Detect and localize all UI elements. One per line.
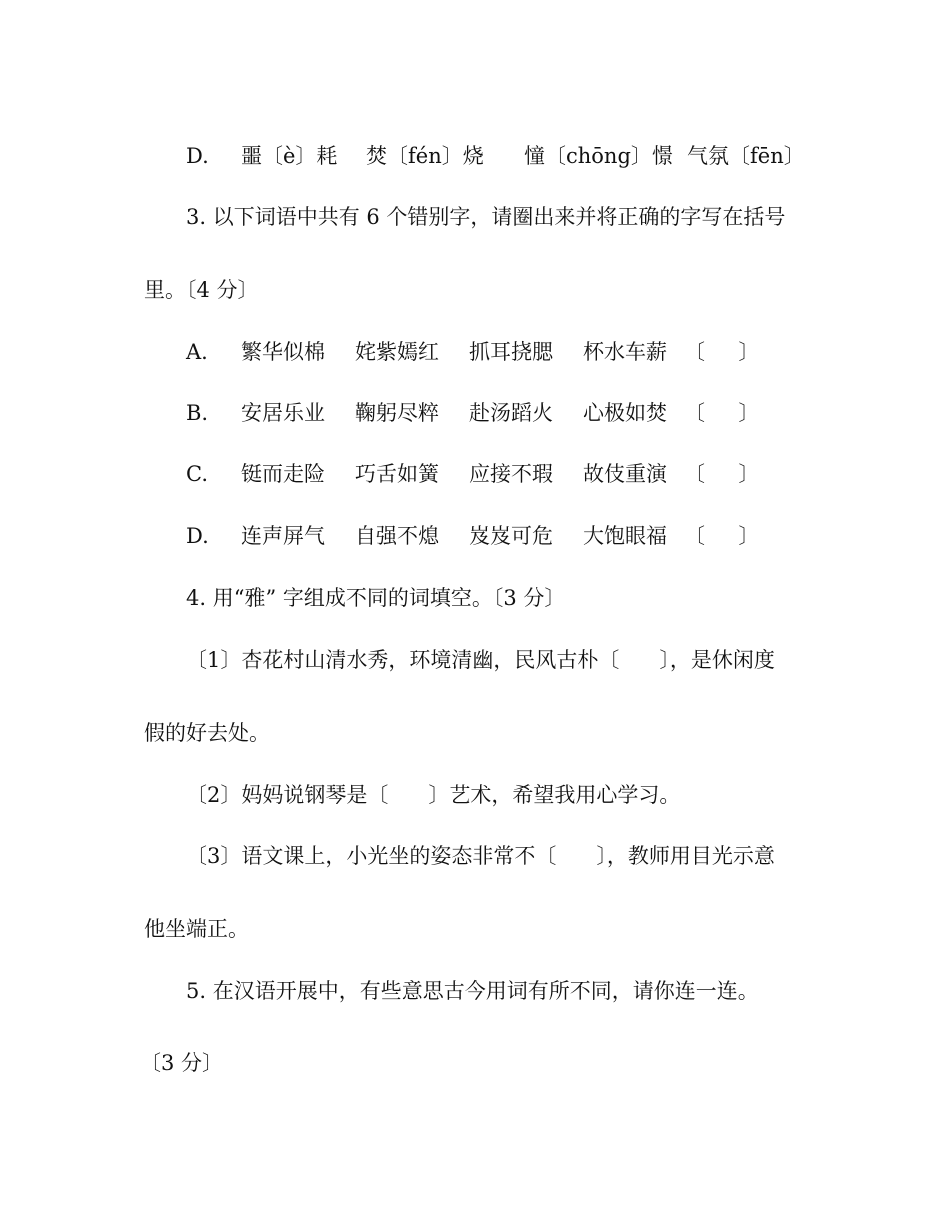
- question-4-item-3-continued: 他坐端正。: [144, 917, 249, 941]
- idiom: 安居乐业: [241, 401, 325, 425]
- answer-blank: 〔 〕: [684, 462, 760, 486]
- idiom: 自强不熄: [355, 524, 439, 548]
- idiom: 大饱眼福: [583, 524, 667, 548]
- question-5-stem: 5. 在汉语开展中，有些意思古今用词有所不同，请你连一连。: [186, 979, 759, 1003]
- q2-option-d: [186, 142, 826, 170]
- answer-blank: 〔 〕: [684, 524, 760, 548]
- pinyin-word: 噩〔è〕耗: [241, 144, 338, 168]
- q3-option-d: [186, 522, 786, 550]
- pinyin-word: 气氛〔fēn〕: [687, 144, 805, 168]
- idiom: 岌岌可危: [469, 524, 553, 548]
- option-letter: D.: [186, 524, 209, 548]
- idiom: 赴汤蹈火: [469, 401, 553, 425]
- idiom: 巧舌如簧: [355, 462, 439, 486]
- question-4-item-1-continued: 假的好去处。: [144, 721, 270, 745]
- idiom: 杯水车薪: [583, 340, 667, 364]
- idiom: 繁华似棉: [241, 340, 325, 364]
- question-4-item-1: 〔1〕杏花村山清水秀，环境清幽，民风古朴〔 〕，是休闲度: [186, 648, 775, 672]
- pinyin-word: 憧〔chōng〕憬: [524, 144, 673, 168]
- idiom: 心极如焚: [583, 401, 667, 425]
- idiom: 铤而走险: [241, 462, 325, 486]
- option-letter: A.: [186, 340, 208, 364]
- idiom: 姹紫嫣红: [355, 340, 439, 364]
- idiom: 鞠躬尽粹: [355, 401, 439, 425]
- q3-option-a: [186, 338, 786, 366]
- q3-option-c: [186, 460, 786, 488]
- q3-option-b: [186, 399, 786, 427]
- question-4-stem: 4. 用“雅” 字组成不同的词填空。〔3 分〕: [186, 586, 566, 610]
- idiom: 抓耳挠腮: [469, 340, 553, 364]
- idiom: 连声屏气: [241, 524, 325, 548]
- option-letter: D.: [186, 144, 209, 168]
- question-4-item-2: 〔2〕妈妈说钢琴是〔 〕艺术，希望我用心学习。: [186, 783, 681, 807]
- option-letter: C.: [186, 462, 208, 486]
- question-5-stem-continued: 〔3 分〕: [140, 1051, 224, 1075]
- answer-blank: 〔 〕: [684, 401, 760, 425]
- option-letter: B.: [186, 401, 209, 425]
- idiom: 应接不瑕: [469, 462, 553, 486]
- question-3-stem-continued: 里。〔4 分〕: [144, 278, 259, 302]
- idiom: 故伎重演: [583, 462, 667, 486]
- question-4-item-3: 〔3〕语文课上，小光坐的姿态非常不〔 〕，教师用目光示意: [186, 844, 775, 868]
- answer-blank: 〔 〕: [684, 340, 760, 364]
- question-3-stem: 3. 以下词语中共有 6 个错别字，请圈出来并将正确的字写在括号: [186, 205, 786, 229]
- pinyin-word: 焚〔fén〕烧: [366, 144, 484, 168]
